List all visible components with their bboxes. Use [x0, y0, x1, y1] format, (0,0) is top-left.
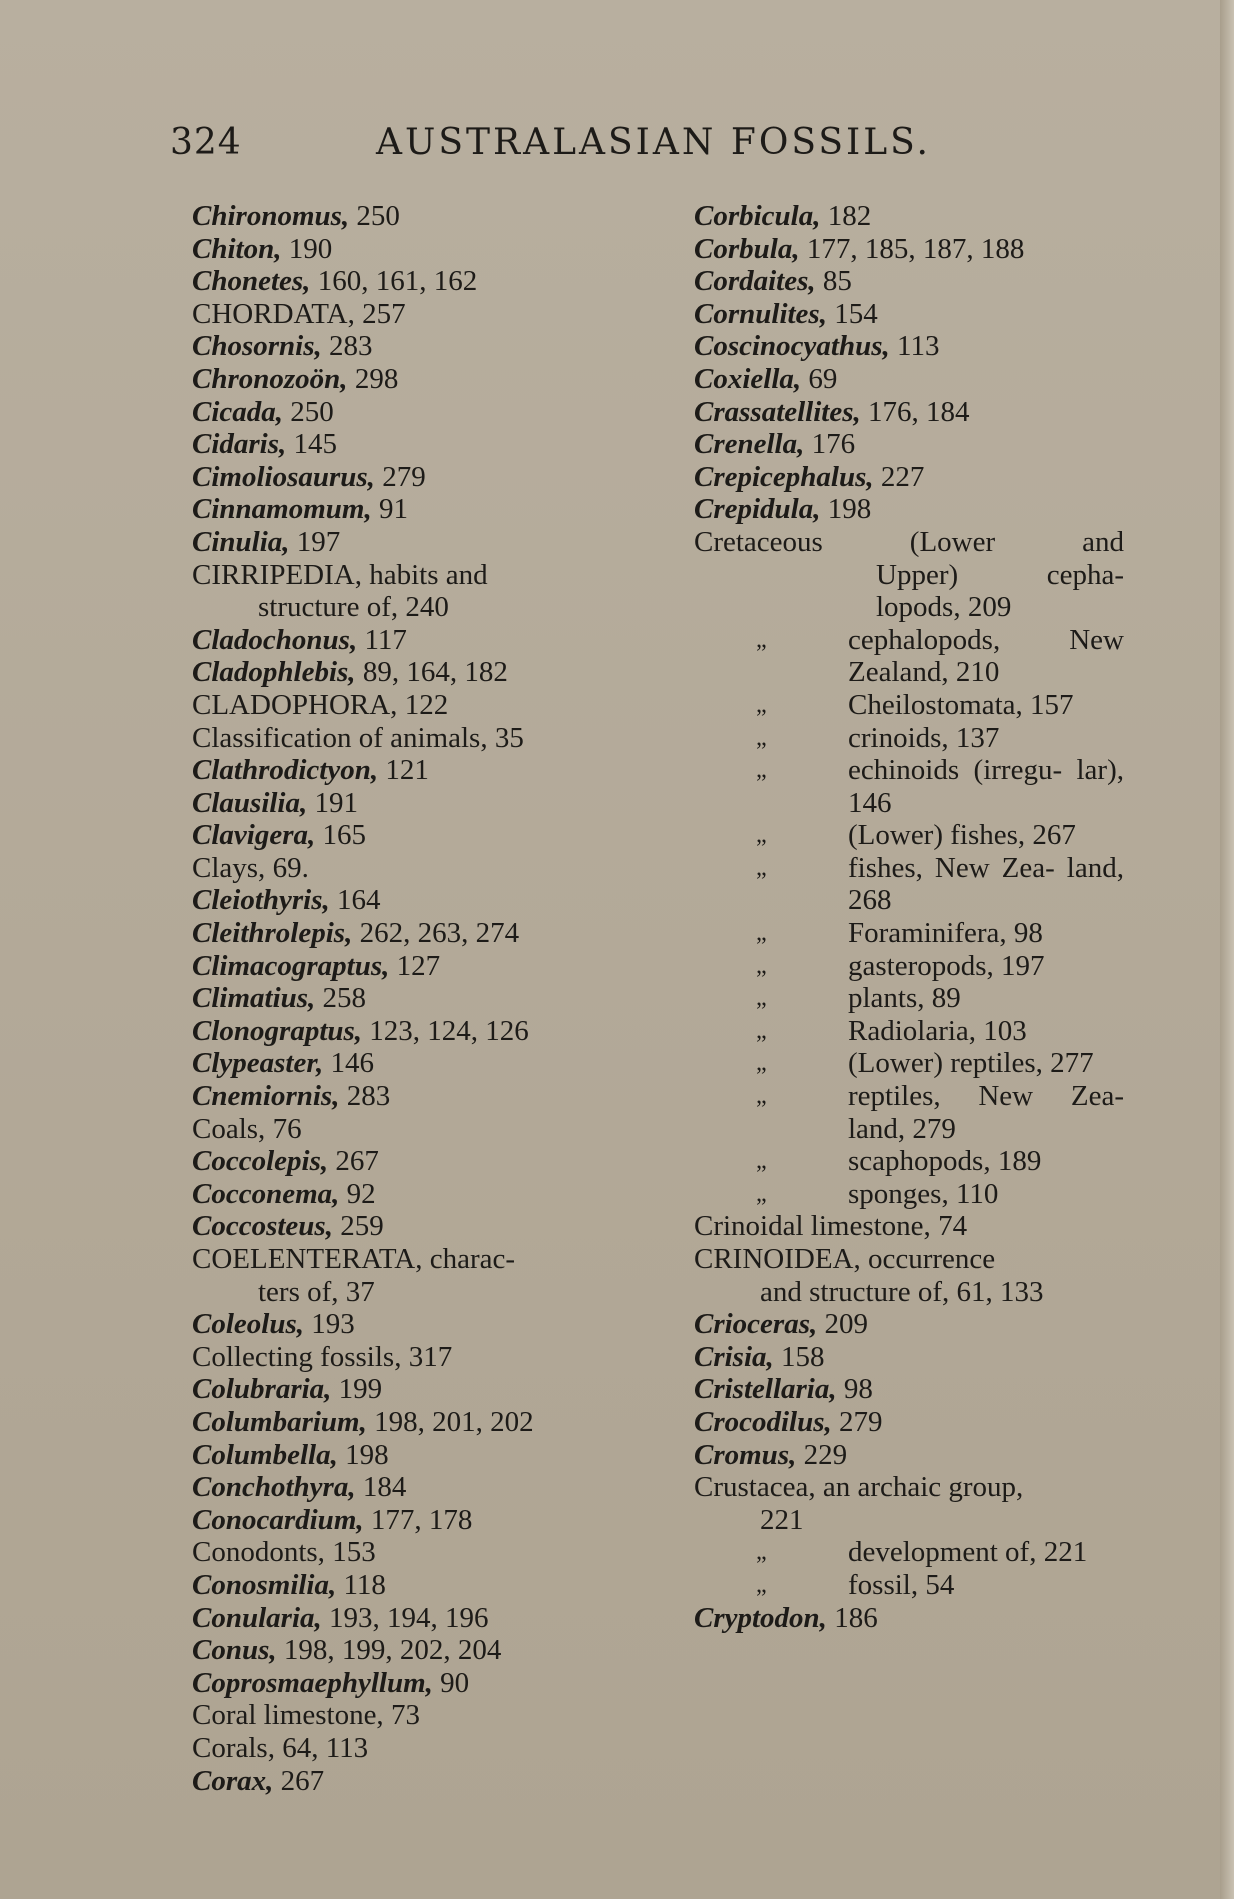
- index-term: CRINOIDEA, occurrence: [694, 1243, 996, 1275]
- index-subentry-text: Cheilostomata, 157: [848, 688, 1074, 721]
- ditto-mark: „: [756, 1050, 767, 1077]
- index-pages: 153: [324, 1536, 376, 1569]
- index-term: CLADOPHORA,: [192, 688, 398, 721]
- index-pages: 92: [339, 1177, 376, 1210]
- index-term: Chonetes,: [192, 265, 311, 298]
- index-entry: [694, 1439, 1124, 1472]
- index-entry: [192, 852, 622, 885]
- index-entry: [192, 363, 622, 396]
- ditto-mark: „: [756, 1180, 767, 1207]
- index-term: Cladochonus,: [192, 623, 358, 656]
- index-entry: [192, 1373, 622, 1406]
- index-term: Chironomus,: [192, 200, 350, 232]
- index-term: Cromus,: [694, 1438, 797, 1471]
- index-pages: 76: [265, 1112, 302, 1145]
- index-entry: [192, 233, 622, 266]
- index-pages: 229: [796, 1438, 848, 1471]
- index-pages: 193, 194, 196: [321, 1601, 489, 1634]
- index-subentry-text: development of, 221: [848, 1536, 1088, 1569]
- index-subentry: [694, 852, 1124, 917]
- index-pages: 69.: [265, 851, 309, 884]
- index-pages: 182: [820, 200, 872, 232]
- index-entry: [192, 559, 622, 592]
- index-term: Coxiella,: [694, 362, 802, 395]
- index-subentry: [694, 754, 1124, 819]
- index-term: Crioceras,: [694, 1308, 818, 1341]
- index-term: Corbicula,: [694, 200, 821, 232]
- index-term: Colubraria,: [192, 1373, 332, 1406]
- index-term: Cornulites,: [694, 297, 827, 330]
- index-entry: [192, 819, 622, 852]
- ditto-mark: „: [756, 1148, 767, 1175]
- index-subentry: [694, 1178, 1124, 1211]
- index-subentry-text: Foraminifera, 98: [848, 917, 1043, 950]
- ditto-mark: „: [756, 822, 767, 849]
- index-entry: [192, 493, 622, 526]
- index-pages: 146: [323, 1047, 375, 1080]
- index-entry: [694, 298, 1124, 331]
- ditto-mark: „: [756, 1083, 767, 1110]
- index-entry: [694, 363, 1124, 396]
- index-entry: [192, 200, 622, 233]
- index-entry: [192, 1113, 622, 1146]
- index-entry: [192, 265, 622, 298]
- index-entry-continuation: and structure of, 61, 133: [760, 1275, 1044, 1308]
- index-term: Crenella,: [694, 428, 805, 461]
- index-entry: [694, 233, 1124, 266]
- index-entry: [694, 1210, 1124, 1243]
- index-pages: 117: [357, 623, 407, 656]
- index-pages: 69: [801, 362, 838, 395]
- page-edge: [1220, 0, 1234, 1899]
- index-pages: 74: [930, 1210, 968, 1243]
- index-entry: [694, 1243, 1124, 1276]
- index-subentry-text: fossil, 54: [848, 1568, 955, 1601]
- index-pages: 198: [820, 493, 872, 526]
- index-pages: 98: [836, 1373, 873, 1406]
- index-entry: [192, 689, 622, 722]
- ditto-mark: „: [756, 724, 767, 751]
- ditto-mark: „: [756, 1017, 767, 1044]
- index-pages: 209: [817, 1308, 868, 1341]
- index-term: Cordaites,: [694, 265, 816, 298]
- index-left-column: [192, 200, 622, 1797]
- index-pages: 267: [273, 1764, 325, 1797]
- ditto-mark: „: [756, 854, 767, 881]
- index-entry: [694, 265, 1124, 298]
- index-term: Collecting fossils,: [192, 1340, 402, 1373]
- index-subentry: [694, 950, 1124, 983]
- index-entry: [192, 1341, 622, 1374]
- index-entry: [192, 1602, 622, 1635]
- index-entry: [192, 982, 622, 1015]
- index-pages: 85: [815, 265, 852, 298]
- index-entry: [694, 1602, 1124, 1635]
- index-term: Classification of animals,: [192, 721, 488, 754]
- index-term: Cicada,: [192, 395, 284, 428]
- index-pages: 197: [289, 525, 341, 558]
- index-term: Corbula,: [694, 232, 800, 265]
- index-entry: [192, 1732, 622, 1765]
- index-entry: [694, 330, 1124, 363]
- index-subentry: [694, 1536, 1124, 1569]
- index-entry-continuation: ters of, 37: [258, 1275, 375, 1308]
- index-subentry-text: reptiles, New Zea- land, 279: [848, 1080, 1124, 1145]
- index-entry: [694, 396, 1124, 429]
- index-subentry-text: plants, 89: [848, 982, 961, 1015]
- index-term: Clays,: [192, 851, 266, 884]
- index-entry: [192, 1047, 622, 1080]
- index-entry: [192, 1667, 622, 1700]
- index-term: Crustacea, an archaic group,: [694, 1471, 1024, 1504]
- index-pages: 177, 185, 187, 188: [799, 232, 1025, 265]
- index-pages: 250: [349, 200, 400, 232]
- index-pages: 158: [773, 1340, 825, 1373]
- index-pages: 176, 184: [860, 395, 970, 428]
- index-entry: [192, 1504, 622, 1537]
- index-pages: 145: [286, 428, 338, 461]
- index-pages: 317: [401, 1340, 453, 1373]
- index-subentry-text: echinoids (irregu- lar), 146: [848, 754, 1124, 819]
- index-term: CHORDATA,: [192, 297, 355, 330]
- index-term: Cleiothyris,: [192, 884, 330, 917]
- index-term: Chronozoön,: [192, 362, 348, 395]
- ditto-mark: „: [756, 626, 767, 653]
- index-pages: 184: [355, 1471, 407, 1504]
- index-right-column: [694, 200, 1124, 1634]
- index-subentry: [694, 1569, 1124, 1602]
- index-entry: [192, 1210, 622, 1243]
- index-subentry-text: scaphopods, 189: [848, 1145, 1042, 1178]
- ditto-mark: „: [756, 691, 767, 718]
- index-term: Cleithrolepis,: [192, 917, 353, 950]
- index-pages: 227: [873, 460, 925, 493]
- index-subentry: [694, 1080, 1124, 1145]
- index-subentry: [694, 1145, 1124, 1178]
- index-subentry: [694, 819, 1124, 852]
- index-entry: [192, 1178, 622, 1211]
- index-term: Cocconema,: [192, 1177, 340, 1210]
- index-term: Cryptodon,: [694, 1601, 827, 1634]
- index-term: CIRRIPEDIA, habits and: [192, 558, 488, 591]
- index-entry: [192, 526, 622, 559]
- index-term: Clypeaster,: [192, 1047, 324, 1080]
- index-entry-cretaceous: Cretaceous (Lower and: [694, 525, 1124, 558]
- index-term: Conus,: [192, 1634, 277, 1667]
- index-entry: [192, 787, 622, 820]
- index-term: Coccolepis,: [192, 1145, 329, 1178]
- index-term: Crinoidal limestone,: [694, 1210, 931, 1243]
- index-pages: 267: [328, 1145, 379, 1178]
- index-term: Crocodilus,: [694, 1405, 832, 1438]
- index-term: Cimoliosaurus,: [192, 460, 375, 493]
- index-term: Conocardium,: [192, 1503, 364, 1536]
- index-pages: 122: [397, 688, 449, 721]
- page-header: [0, 122, 1234, 172]
- index-entry: [192, 1699, 622, 1732]
- index-term: Cinulia,: [192, 525, 290, 558]
- index-entry: [694, 493, 1124, 526]
- index-entry: [694, 428, 1124, 461]
- index-entry: [192, 298, 622, 331]
- index-term: Cladophlebis,: [192, 656, 356, 689]
- index-pages: 191: [307, 786, 358, 819]
- index-pages: 177, 178: [363, 1503, 473, 1536]
- index-entry: [694, 1308, 1124, 1341]
- index-entry: [694, 1471, 1124, 1504]
- index-pages: 154: [826, 297, 878, 330]
- index-term: Coleolus,: [192, 1308, 304, 1341]
- index-subentry: [694, 1047, 1124, 1080]
- index-subentry: [694, 982, 1124, 1015]
- index-term: Climatius,: [192, 982, 316, 1015]
- index-pages: 73: [383, 1699, 420, 1732]
- ditto-mark: „: [756, 952, 767, 979]
- page-number: 324: [170, 122, 242, 163]
- index-entry-continuation: 221: [760, 1503, 804, 1536]
- index-term: Corals,: [192, 1731, 275, 1764]
- index-entry: [192, 1406, 622, 1439]
- index-pages: 164: [329, 884, 381, 917]
- index-pages: 160, 161, 162: [310, 265, 478, 298]
- index-term: Clonograptus,: [192, 1014, 363, 1047]
- index-entry: [694, 461, 1124, 494]
- index-term: Clavigera,: [192, 819, 316, 852]
- index-entry: [192, 754, 622, 787]
- index-pages: 279: [374, 460, 426, 493]
- ditto-mark: „: [756, 1539, 767, 1566]
- running-title: AUSTRALASIAN FOSSILS.: [376, 122, 931, 163]
- index-entry: [694, 1373, 1124, 1406]
- index-pages: 165: [315, 819, 366, 852]
- index-entry-continuation: structure of, 240: [258, 591, 449, 624]
- index-pages: 258: [315, 982, 367, 1015]
- index-subentry-text: (Lower) fishes, 267: [848, 819, 1076, 852]
- index-pages: 193: [304, 1308, 355, 1341]
- index-pages: 279: [831, 1405, 883, 1438]
- index-subentry-text: fishes, New Zea- land, 268: [848, 851, 1124, 917]
- index-pages: 198, 199, 202, 204: [276, 1634, 502, 1667]
- index-subentry-text: gasteropods, 197: [848, 949, 1045, 982]
- index-entry: [192, 1765, 622, 1798]
- index-subentry-text: sponges, 110: [848, 1177, 999, 1210]
- index-entry: [192, 1536, 622, 1569]
- index-entry: [192, 1015, 622, 1048]
- index-entry: [192, 396, 622, 429]
- index-pages: 121: [378, 754, 429, 787]
- index-pages: 190: [281, 232, 333, 265]
- index-entry: [192, 1471, 622, 1504]
- ditto-mark: „: [756, 920, 767, 947]
- index-entry: [192, 1439, 622, 1472]
- index-term: Coccosteus,: [192, 1210, 333, 1243]
- index-entry: [192, 1308, 622, 1341]
- index-term: Coprosmaephyllum,: [192, 1666, 433, 1699]
- index-pages: 90: [432, 1666, 470, 1699]
- index-subentry-text: crinoids, 137: [848, 721, 1000, 754]
- index-entry: [192, 1080, 622, 1113]
- index-entry: [192, 1243, 622, 1276]
- index-subentry-text: Radiolaria, 103: [848, 1014, 1027, 1047]
- index-pages: 176: [804, 428, 856, 461]
- index-term: Cinnamomum,: [192, 493, 372, 526]
- index-entry: [192, 884, 622, 917]
- ditto-mark: „: [756, 757, 767, 784]
- index-pages: 118: [336, 1568, 386, 1601]
- index-pages: 35: [487, 721, 524, 754]
- index-pages: 199: [331, 1373, 383, 1406]
- index-pages: 198: [337, 1438, 389, 1471]
- index-pages: 113: [889, 330, 940, 363]
- index-term: Crisia,: [694, 1340, 774, 1373]
- index-entry: [192, 950, 622, 983]
- index-pages: 283: [321, 330, 373, 363]
- index-entry: [192, 656, 622, 689]
- index-entry: [192, 461, 622, 494]
- index-term: Cnemiornis,: [192, 1080, 340, 1113]
- index-pages: 123, 124, 126: [362, 1014, 529, 1047]
- index-term: Coscinocyathus,: [694, 330, 890, 363]
- index-pages: 89, 164, 182: [355, 656, 508, 689]
- index-entry: [192, 722, 622, 755]
- index-term: Coral limestone,: [192, 1699, 384, 1732]
- index-pages: 257: [354, 297, 406, 330]
- ditto-mark: „: [756, 1571, 767, 1598]
- index-term: Conularia,: [192, 1601, 322, 1634]
- index-entry: [192, 1145, 622, 1178]
- index-term: Cidaris,: [192, 428, 287, 461]
- index-entry: [694, 1406, 1124, 1439]
- index-term: Corax,: [192, 1764, 274, 1797]
- index-pages: 198, 201, 202: [366, 1405, 534, 1438]
- index-term: Conodonts,: [192, 1536, 325, 1569]
- index-subentry: [694, 624, 1124, 689]
- index-pages: 283: [339, 1080, 391, 1113]
- index-subentry: [694, 722, 1124, 755]
- index-entry: [192, 330, 622, 363]
- index-term: Clathrodictyon,: [192, 754, 379, 787]
- index-term: Climacograptus,: [192, 949, 390, 982]
- index-term: Clausilia,: [192, 786, 308, 819]
- index-pages: 250: [283, 395, 334, 428]
- index-entry: [192, 624, 622, 657]
- index-term: Chosornis,: [192, 330, 322, 363]
- index-pages: 186: [826, 1601, 878, 1634]
- index-term: Coals,: [192, 1112, 266, 1145]
- index-entry: [192, 428, 622, 461]
- index-entry: [694, 1341, 1124, 1374]
- index-entry: [192, 1634, 622, 1667]
- index-term: Chiton,: [192, 232, 282, 265]
- index-term: Crassatellites,: [694, 395, 861, 428]
- index-term: Crepicephalus,: [694, 460, 874, 493]
- index-pages: 91: [371, 493, 408, 526]
- index-term: Conchothyra,: [192, 1471, 356, 1504]
- index-term: Cristellaria,: [694, 1373, 837, 1406]
- index-term: Columbarium,: [192, 1405, 367, 1438]
- index-pages: 127: [389, 949, 441, 982]
- index-pages: 259: [332, 1210, 384, 1243]
- index-subentry: [694, 1015, 1124, 1048]
- index-subentry: [694, 917, 1124, 950]
- index-entry-continuation: Upper) cepha- lopods, 209: [876, 558, 1124, 624]
- index-entry: [192, 917, 622, 950]
- index-subentry: [694, 689, 1124, 722]
- index-term: Crepidula,: [694, 493, 821, 526]
- index-pages: 298: [347, 362, 399, 395]
- index-pages: 262, 263, 274: [352, 917, 520, 950]
- index-pages: 64, 113: [274, 1731, 369, 1764]
- ditto-mark: „: [756, 985, 767, 1012]
- index-entry: [694, 200, 1124, 233]
- index-subentry-text: (Lower) reptiles, 277: [848, 1047, 1094, 1080]
- index-entry: [192, 1569, 622, 1602]
- index-subentry-text: cephalopods, New Zealand, 210: [848, 623, 1124, 689]
- index-term: Conosmilia,: [192, 1568, 337, 1601]
- index-term: Columbella,: [192, 1438, 338, 1471]
- index-term: COELENTERATA, charac-: [192, 1243, 516, 1275]
